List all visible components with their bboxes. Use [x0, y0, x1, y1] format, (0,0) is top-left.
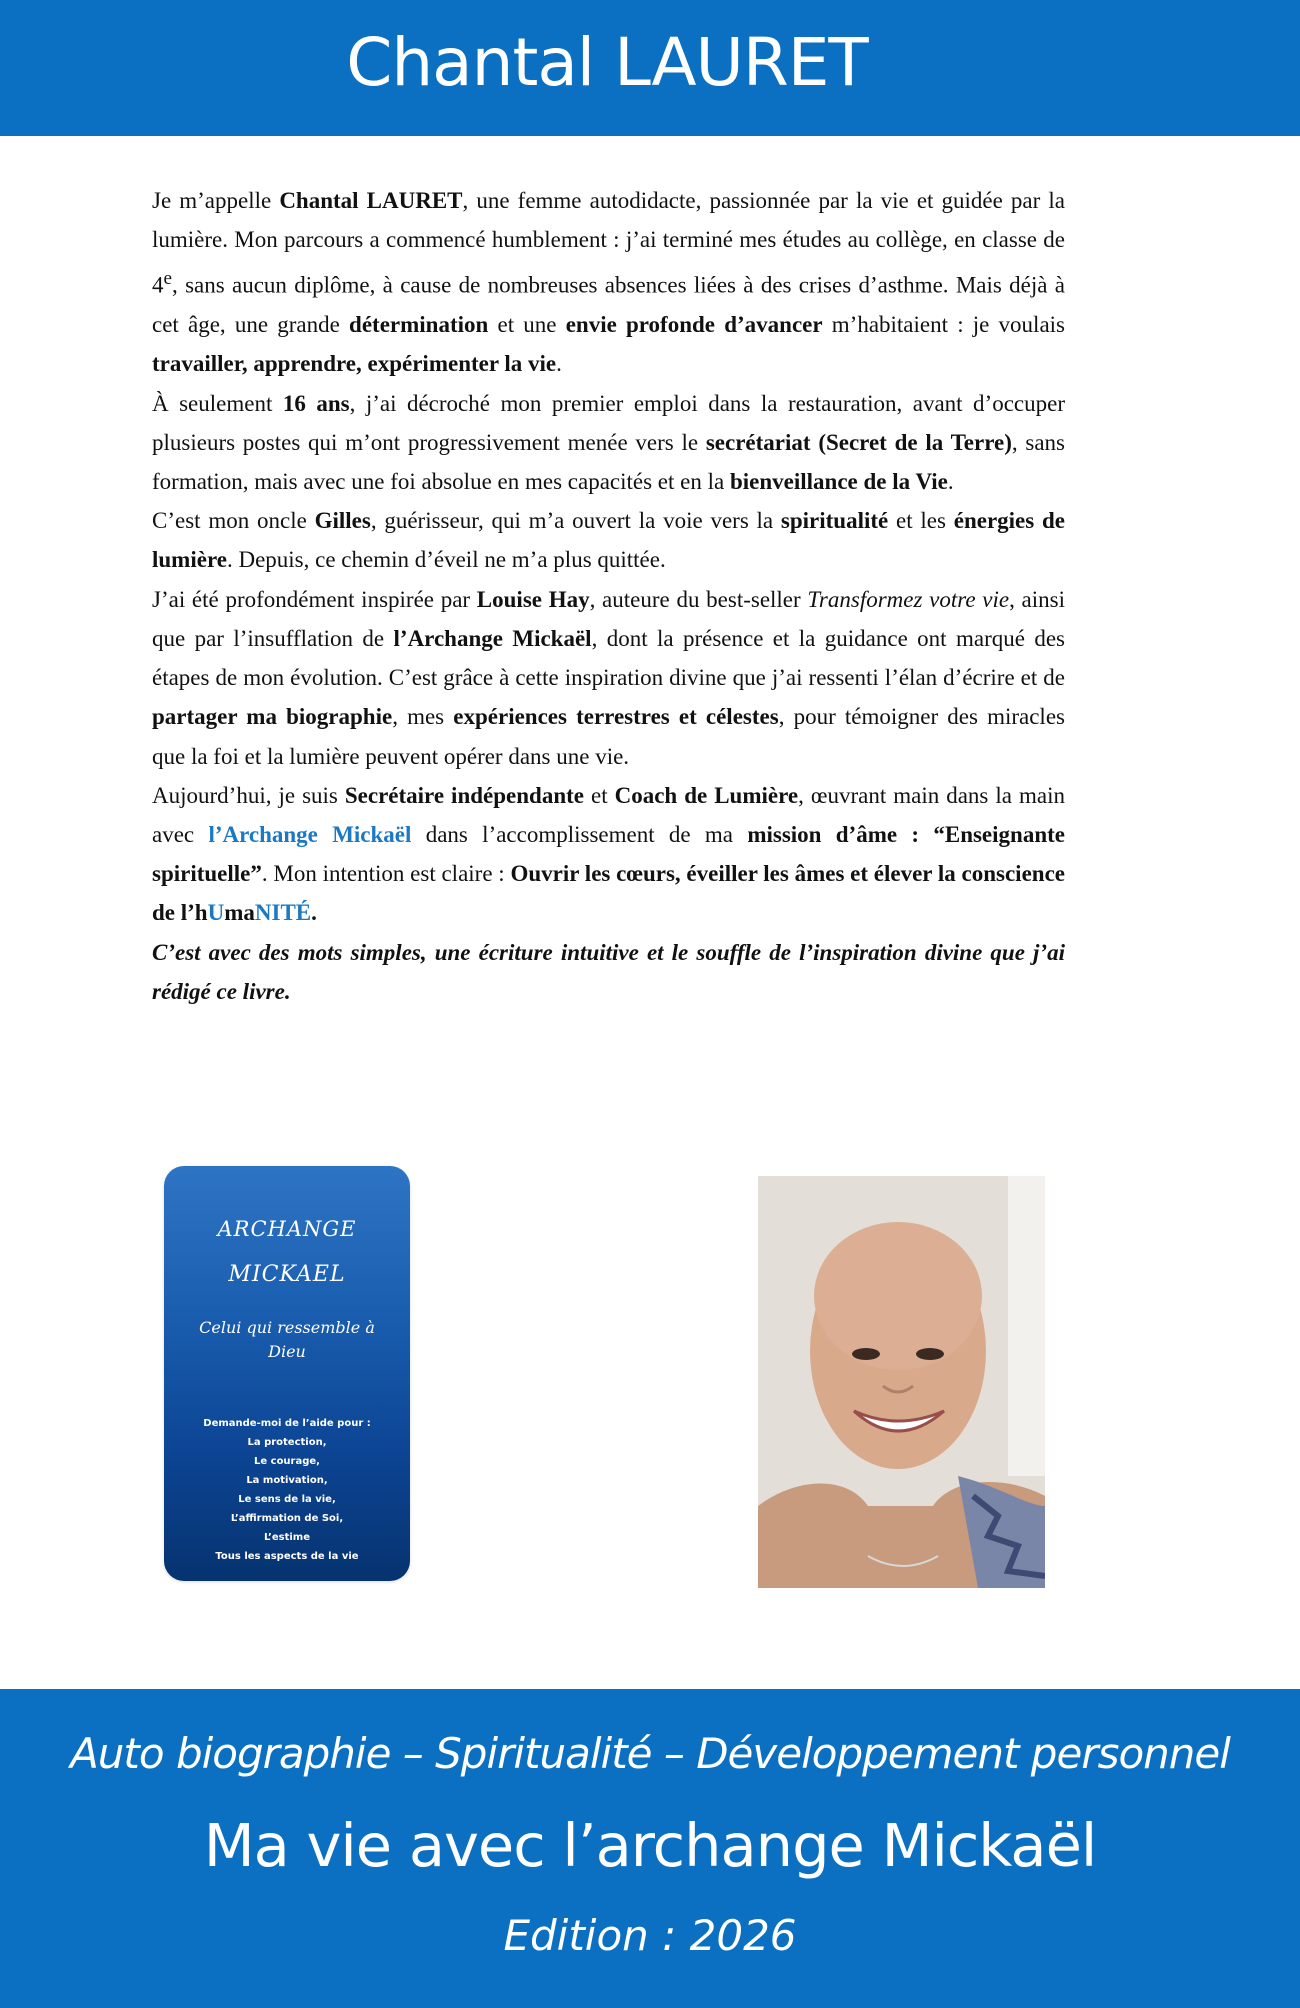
- bio-paragraph: À seulement 16 ans, j’ai décroché mon premier emploi dans la restauration, avant d’occuper plusieurs postes qui m’ont progressivement menée vers le secrétariat (Secret de la Terre), sans formation, mais avec une foi absolue en mes capacités et en la bienveillance de la Vie.: [152, 390, 1066, 495]
- author-name: Chantal LAURET: [346, 23, 868, 101]
- card-list-item: Le courage,: [254, 1456, 320, 1467]
- author-photo: [758, 1176, 1045, 1588]
- edition-label: Edition : 2026: [503, 1911, 797, 1960]
- biography-text: [152, 181, 1065, 1011]
- card-title: MICKAEL: [228, 1262, 346, 1287]
- archangel-card: [164, 1166, 410, 1581]
- bio-paragraph: J’ai été profondément inspirée par Louise Hay, auteure du best-seller Transformez votre vie, ainsi que par l’insufflation de l’Archange Mickaël, dont la présence et la guidance ont marqué des étapes de mon évolution. C’est grâce à cette inspiration divine que j’ai ressenti l’élan d’écrire et de partager ma biographie, mes expériences terrestres et célestes, pour témoigner des miracles que la foi et la lumière peuvent opérer dans une vie.: [152, 586, 1065, 769]
- footer-banner: [0, 1689, 1300, 2008]
- card-list-item: Demande-moi de l’aide pour :: [203, 1418, 371, 1429]
- card-list-item: La protection,: [247, 1437, 327, 1448]
- book-genres: Auto biographie – Spiritualité – Développement personnel: [70, 1729, 1230, 1778]
- card-list-item: Tous les aspects de la vie: [215, 1551, 359, 1562]
- header-banner: [0, 0, 1300, 136]
- card-title: ARCHANGE: [217, 1217, 357, 1241]
- card-list-item: Le sens de la vie,: [238, 1494, 336, 1505]
- bio-paragraph: Je m’appelle Chantal LAURET, une femme autodidacte, passionnée par la vie et guidée par la lumière. Mon parcours a commencé humblement : j’ai terminé mes études au collège, en classe de 4e, sans aucun diplôme, à cause de nombreuses absences liées à des crises d’asthme. Mais déjà à cet âge, une grande détermination et une envie profonde d’avancer m’habitaient : je voulais travailler, apprendre, expérimenter la vie.: [152, 188, 1066, 377]
- card-list-item: La motivation,: [246, 1475, 328, 1486]
- card-subtitle: Celui qui ressemble à Dieu: [199, 1318, 375, 1361]
- card-list-item: L’estime: [263, 1532, 310, 1543]
- book-title: Ma vie avec l’archange Mickaël: [203, 1811, 1097, 1880]
- card-list: [178, 1414, 396, 1566]
- bio-paragraph: C’est mon oncle Gilles, guérisseur, qui m’a ouvert la voie vers la spiritualité et les énergies de lumière. Depuis, ce chemin d’éveil ne m’a plus quittée.: [152, 508, 1065, 573]
- bio-paragraph: Aujourd’hui, je suis Secrétaire indépendante et Coach de Lumière, œuvrant main dans la main avec l’Archange Mickaël dans l’accomplissement de ma mission d’âme : “Enseignante spirituelle”. Mon intention est claire : Ouvrir les cœurs, éveiller les âmes et élever la conscience de l’hUmaNITÉ.: [152, 782, 1065, 926]
- card-list-item: L’affirmation de Soi,: [230, 1513, 344, 1524]
- bio-closing: C’est avec des mots simples, une écriture intuitive et le souffle de l’inspiration divine que j’ai rédigé ce livre.: [152, 939, 1065, 1004]
